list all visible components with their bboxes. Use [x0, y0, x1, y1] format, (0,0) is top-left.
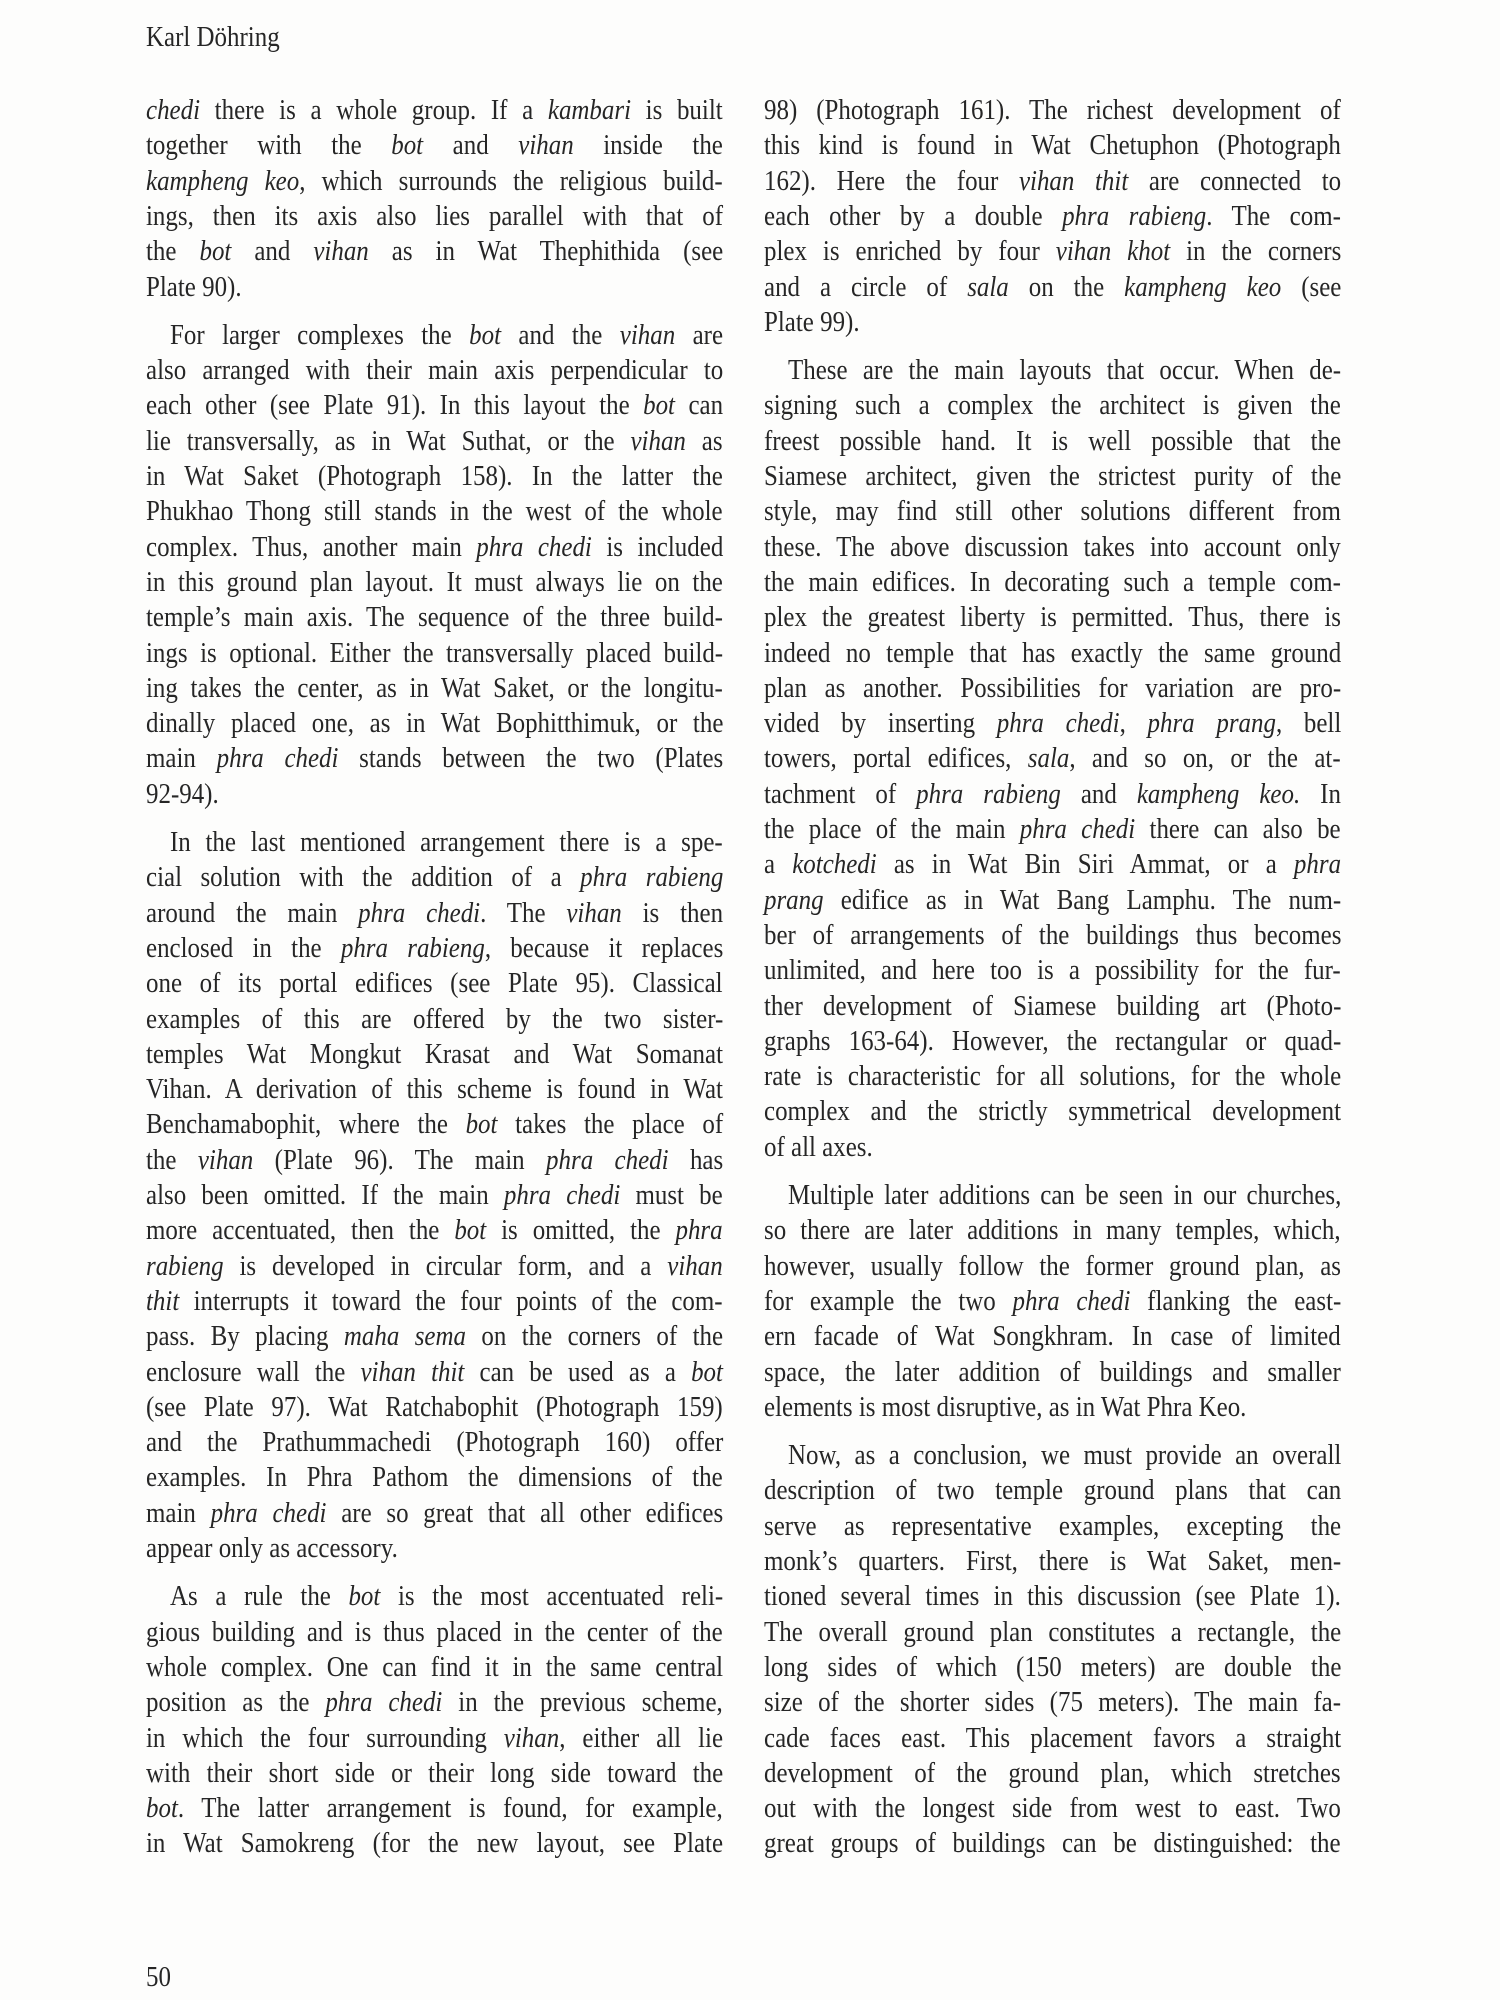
text-line	[146, 931, 817, 966]
text-run: main	[146, 742, 217, 775]
text-line	[146, 1002, 817, 1037]
text-line	[146, 199, 817, 234]
running-head-author: Karl Döhring	[146, 21, 280, 53]
text-run: are so great that all other edifices	[326, 1496, 724, 1529]
text-run: must be	[620, 1179, 723, 1211]
text-run: unlimited, and here too is a possibility for the fur-	[764, 954, 1341, 987]
text-run: flanking the east-	[1130, 1284, 1342, 1317]
text-run: The overall ground plan constitutes a rectangle, the	[764, 1615, 1342, 1648]
text-line	[764, 1615, 1435, 1650]
text-line	[764, 1826, 1434, 1861]
text-run: so there are later additions in many temples, which,	[764, 1214, 1341, 1247]
text-line	[146, 1390, 817, 1425]
text-line	[764, 388, 1435, 423]
text-run: 98) (Photograph 161). The richest development of	[764, 94, 1341, 126]
text-line	[146, 1615, 817, 1650]
text-run: there is a whole group. If a	[200, 94, 548, 126]
italic-term: phra rabieng	[916, 777, 1061, 810]
text-run: pass. By placing	[146, 1320, 344, 1353]
text-line	[764, 1024, 1435, 1059]
italic-term: vihan khot	[1055, 235, 1171, 268]
italic-term: kotchedi	[792, 848, 877, 881]
text-line	[764, 1355, 1435, 1390]
text-line	[146, 896, 817, 931]
text-line	[146, 1355, 817, 1390]
text-line	[146, 777, 231, 812]
text-run: in Wat Saket (Photograph 158). In the latter the	[146, 460, 723, 492]
text-line	[764, 164, 1435, 199]
text-run: serve as representative examples, excepting the	[764, 1509, 1342, 1542]
italic-term: bot	[643, 389, 675, 422]
italic-term: bot	[454, 1214, 487, 1247]
text-line	[146, 1791, 817, 1826]
italic-term: phra	[1293, 848, 1342, 881]
text-run: ing takes the center, as in Wat Saket, or the longitu-	[146, 671, 723, 704]
text-run: as in Wat Bin Siri Ammat, or a	[876, 848, 1294, 881]
text-run: great groups of buildings can be distinguished: the	[764, 1827, 1341, 1860]
text-line	[146, 1650, 817, 1685]
text-line	[764, 1544, 1435, 1579]
italic-term: vihan	[503, 1721, 560, 1754]
italic-term: sala	[967, 270, 1009, 303]
italic-term: vihan	[667, 1249, 723, 1282]
text-line	[146, 93, 817, 128]
text-run: interrupts it toward the four points of the com-	[179, 1284, 723, 1317]
text-line	[146, 860, 817, 895]
italic-term: bot	[348, 1580, 381, 1613]
text-run: one of its portal edifices (see Plate 95). Classical	[146, 967, 723, 1000]
text-run: these. The above discussion takes into account only	[764, 530, 1341, 563]
italic-term: maha sema	[343, 1320, 466, 1353]
text-run: Plate 99).	[764, 305, 860, 338]
text-line	[146, 1685, 817, 1720]
text-run: and	[231, 235, 314, 268]
text-run: there can also be	[1135, 813, 1341, 845]
text-line	[764, 671, 1435, 706]
italic-term: bot	[391, 129, 424, 162]
text-line	[764, 199, 1435, 234]
italic-term: bot	[469, 318, 502, 351]
text-run: plan as another. Possibilities for variation are pro-	[764, 671, 1342, 704]
text-line	[764, 1756, 1434, 1791]
text-run: is omitted, the	[486, 1214, 676, 1247]
text-line	[146, 164, 817, 199]
text-run: main	[146, 1496, 211, 1529]
text-line	[146, 671, 817, 706]
italic-term: phra rabieng	[340, 931, 485, 964]
italic-term: bot	[465, 1108, 498, 1141]
text-line	[146, 1284, 816, 1319]
italic-term: kampheng keo	[146, 164, 300, 197]
text-line	[764, 1579, 1435, 1614]
text-line	[764, 1650, 1435, 1685]
text-run: is built	[631, 94, 723, 126]
text-run: examples of this are offered by the two sister-	[146, 1002, 724, 1035]
text-line	[146, 1721, 817, 1756]
text-line	[146, 1460, 817, 1495]
text-line	[764, 565, 1435, 600]
text-line	[146, 1107, 817, 1142]
text-run: also been omitted. If the main	[146, 1179, 504, 1211]
text-run: For larger complexes the	[170, 318, 470, 351]
text-run: signing such a complex the architect is given the	[764, 389, 1341, 422]
text-line	[764, 305, 875, 340]
italic-term: phra prang	[1147, 707, 1276, 740]
text-run: As a rule the	[170, 1580, 349, 1613]
text-line	[764, 1721, 1435, 1756]
text-run: as	[685, 424, 723, 457]
text-run: In the last mentioned arrangement there is a spe-	[170, 826, 723, 858]
text-run: Benchamabophit, where the	[146, 1108, 466, 1141]
text-line	[146, 530, 817, 565]
italic-term: phra chedi	[503, 1179, 621, 1211]
text-run: tioned several times in this discussion (see Plate 1).	[764, 1580, 1341, 1613]
text-line	[764, 424, 1435, 459]
text-run: ber of arrangements of the buildings thus becomes	[764, 918, 1342, 951]
text-line	[146, 1531, 439, 1566]
text-run: In	[1300, 777, 1341, 810]
text-line	[764, 706, 1435, 741]
text-run: is the most accentuated reli-	[380, 1580, 724, 1613]
text-run: is developed in circular form, and a	[223, 1249, 668, 1282]
text-run: ,	[1119, 707, 1148, 740]
text-run: the	[146, 235, 200, 268]
text-line	[146, 706, 817, 741]
text-run: examples. In Phra Pathom the dimensions of the	[146, 1461, 723, 1494]
text-line	[764, 93, 1435, 128]
text-line	[146, 600, 817, 635]
text-run: edifice as in Wat Bang Lamphu. The num-	[823, 883, 1342, 916]
italic-term: prang	[764, 883, 824, 916]
text-run: elements is most disruptive, as in Wat Phra Keo.	[764, 1390, 1247, 1423]
text-run: graphs 163-64). However, the rectangular or quad-	[764, 1024, 1342, 1057]
text-line	[146, 1826, 817, 1861]
text-run: for example the two	[764, 1284, 1013, 1317]
text-run: also arranged with their main axis perpendicular to	[146, 354, 724, 387]
text-run: cade faces east. This placement favors a straight	[764, 1721, 1342, 1754]
text-run: monk’s quarters. First, there is Wat Saket, men-	[764, 1545, 1342, 1577]
text-run: the	[146, 1143, 198, 1176]
italic-term: phra chedi	[1012, 1284, 1131, 1317]
text-run: cial solution with the addition of a	[146, 861, 581, 894]
text-run: each other by a double	[764, 199, 1063, 232]
italic-term: phra rabieng	[580, 861, 724, 894]
text-line	[146, 1319, 817, 1354]
text-run: the place of the main	[764, 813, 1020, 845]
text-line	[764, 918, 1435, 953]
text-run: plex is enriched by four	[764, 235, 1056, 268]
text-run: gious building and is thus placed in the center of the	[146, 1615, 723, 1648]
text-line	[764, 1685, 1435, 1720]
italic-term: vihan thit	[360, 1355, 465, 1388]
italic-term: phra chedi	[210, 1496, 327, 1529]
text-run: temple’s main axis. The sequence of the three build-	[146, 601, 723, 634]
text-run: style, may find still other solutions different from	[764, 495, 1341, 528]
text-run: temples Wat Mongkut Krasat and Wat Somanat	[146, 1037, 724, 1070]
text-run: enclosure wall the	[146, 1355, 361, 1388]
page-number: 50	[146, 1961, 171, 1993]
text-line	[764, 953, 1435, 988]
text-line	[146, 353, 817, 388]
text-run: 92-94).	[146, 777, 219, 810]
italic-term: kampheng keo	[1124, 270, 1282, 303]
text-line	[146, 270, 257, 305]
text-line	[764, 1791, 1435, 1826]
text-line	[146, 636, 817, 671]
italic-term: kambari	[547, 94, 632, 126]
text-run: are	[675, 318, 724, 351]
italic-term: phra chedi	[358, 896, 481, 929]
text-run: on the	[1008, 270, 1125, 303]
text-line	[146, 1249, 817, 1284]
text-line	[170, 318, 813, 353]
text-line	[764, 270, 1435, 305]
text-line	[764, 777, 1435, 812]
text-line	[170, 1579, 813, 1614]
text-line	[764, 1284, 1435, 1319]
text-line	[764, 1094, 1435, 1129]
text-line	[764, 530, 1435, 565]
text-run: and the	[501, 318, 620, 351]
italic-term: phra chedi	[1019, 813, 1136, 845]
text-line	[764, 741, 1435, 776]
text-run: (Plate 96). The main	[253, 1143, 547, 1176]
text-run: appear only as accessory.	[146, 1532, 398, 1564]
text-run: Vihan. A derivation of this scheme is found in Wat	[146, 1073, 723, 1106]
text-run: in which the four surrounding	[146, 1721, 504, 1754]
italic-term: vihan thit	[1018, 164, 1129, 197]
text-run: Now, as a conclusion, we must provide an overall	[788, 1439, 1342, 1472]
text-run: and	[423, 129, 519, 162]
text-line	[764, 1509, 1435, 1544]
text-run: in Wat Samokreng (for the new layout, see Plate	[146, 1827, 724, 1860]
text-run: , either all lie	[559, 1721, 724, 1754]
text-run: can be used as a	[464, 1355, 692, 1388]
italic-term: thit	[146, 1284, 180, 1317]
italic-term: phra chedi	[325, 1686, 443, 1719]
text-run: tachment of	[764, 777, 917, 810]
text-run: are connected to	[1128, 164, 1342, 197]
text-run: of all axes.	[764, 1130, 873, 1163]
text-run: . The	[480, 896, 567, 929]
text-run: complex and the strictly symmetrical development	[764, 1095, 1342, 1128]
italic-term: vihan	[197, 1143, 254, 1176]
text-run: Phukhao Thong still stands in the west of the whole	[146, 495, 723, 528]
text-run: this kind is found in Wat Chetuphon (Photograph	[764, 129, 1341, 162]
text-line	[146, 741, 817, 776]
italic-term: bot	[691, 1355, 723, 1388]
text-run: 162). Here the four	[764, 164, 1019, 197]
text-run: description of two temple ground plans that can	[764, 1474, 1342, 1507]
italic-term: rabieng	[146, 1249, 224, 1282]
text-line	[146, 424, 816, 459]
text-run: more accentuated, then the	[146, 1214, 455, 1247]
text-run: . The com-	[1206, 199, 1341, 232]
text-line	[146, 1756, 817, 1791]
text-run: Plate 90).	[146, 270, 242, 303]
text-line	[146, 1143, 817, 1178]
text-run: Siamese architect, given the strictest purity of the	[764, 460, 1342, 492]
text-line	[764, 883, 1435, 918]
text-line	[764, 1473, 1435, 1508]
text-line	[764, 494, 1435, 529]
text-line	[764, 1130, 890, 1165]
text-run: inside the	[573, 129, 723, 162]
text-line	[764, 636, 1435, 671]
text-run: development of the ground plan, which stretches	[764, 1756, 1341, 1789]
text-run: long sides of which (150 meters) are double the	[764, 1650, 1342, 1683]
text-run: can	[674, 389, 724, 422]
text-line	[146, 234, 817, 269]
text-line	[764, 1319, 1435, 1354]
text-run: , because it replaces	[484, 931, 724, 964]
text-run: on the corners of the	[465, 1320, 724, 1353]
text-run: position as the	[146, 1686, 326, 1719]
text-run: is then	[621, 896, 724, 929]
italic-term: vihan	[518, 129, 574, 162]
text-run: stands between the two (Plates	[338, 742, 724, 775]
text-line	[764, 1249, 1435, 1284]
italic-term: sala	[1027, 742, 1070, 775]
text-run: ings, then its axis also lies parallel with that of	[146, 199, 724, 232]
text-run: plex the greatest liberty is permitted. Thus, there is	[764, 601, 1341, 634]
text-line	[764, 812, 1434, 847]
text-run: These are the main layouts that occur. When de-	[788, 354, 1342, 387]
italic-term: vihan	[566, 896, 622, 929]
text-line	[146, 388, 817, 423]
text-line	[764, 847, 1435, 882]
italic-term: vihan	[630, 424, 686, 457]
italic-term: chedi	[146, 94, 201, 126]
text-run: ings is optional. Either the transversally placed build-	[146, 636, 724, 669]
italic-term: phra rabieng	[1062, 199, 1207, 232]
text-run: has	[668, 1143, 724, 1176]
text-run: rate is characteristic for all solutions, for the whole	[764, 1060, 1342, 1093]
text-line	[146, 1072, 817, 1107]
text-run: freest possible hand. It is well possible that the	[764, 424, 1342, 457]
text-line	[764, 600, 1435, 635]
text-line	[146, 1037, 817, 1072]
text-line	[764, 234, 1435, 269]
text-run: with their short side or their long side toward the	[146, 1756, 724, 1789]
text-run: , and so on, or the at-	[1069, 742, 1341, 775]
text-run: the main edifices. In decorating such a temple com-	[764, 565, 1341, 598]
text-line	[764, 989, 1435, 1024]
italic-term: bot	[146, 1792, 178, 1825]
text-line	[146, 966, 816, 1001]
text-run: together with the	[146, 129, 392, 162]
text-line	[764, 128, 1435, 163]
text-run: . The latter arrangement is found, for example,	[177, 1792, 723, 1825]
text-line	[146, 494, 817, 529]
text-run: (see Plate 97). Wat Ratchabophit (Photograph 159)	[146, 1390, 723, 1423]
text-run: around the main	[146, 896, 359, 929]
text-run: takes the place of	[497, 1108, 724, 1141]
text-line	[146, 1496, 817, 1531]
italic-term: phra	[675, 1214, 723, 1247]
text-run: size of the shorter sides (75 meters). The main fa-	[764, 1686, 1342, 1719]
text-line	[146, 1425, 817, 1460]
italic-term: bot	[199, 235, 232, 268]
text-run: is included	[591, 530, 724, 563]
text-run: a	[764, 848, 793, 881]
text-run: and the Prathummachedi (Photograph 160) offer	[146, 1426, 724, 1459]
italic-term: vihan	[619, 318, 676, 351]
text-run: , which surrounds the religious build-	[299, 164, 723, 197]
text-line	[146, 1178, 817, 1213]
text-line	[146, 459, 817, 494]
text-run: ern facade of Wat Songkhram. In case of limited	[764, 1320, 1341, 1353]
italic-term: phra chedi	[996, 707, 1120, 740]
text-line	[146, 128, 817, 163]
italic-term: phra chedi	[476, 530, 592, 563]
text-run: and	[1060, 777, 1137, 810]
text-line	[764, 1213, 1434, 1248]
text-run: enclosed in the	[146, 931, 341, 964]
italic-term: kampheng keo.	[1136, 777, 1301, 810]
text-line	[788, 1178, 1431, 1213]
text-run: in the corners	[1170, 235, 1342, 268]
text-run: ther development of Siamese building art (Photo-	[764, 989, 1342, 1022]
text-run: (see	[1281, 270, 1342, 303]
text-run: space, the later addition of buildings and smaller	[764, 1355, 1341, 1388]
text-run: dinally placed one, as in Wat Bophitthimuk, or the	[146, 707, 724, 740]
italic-term: phra chedi	[216, 742, 339, 775]
text-run: as in Wat Thephithida (see	[368, 235, 724, 268]
text-run: Multiple later additions can be seen in our churches,	[788, 1179, 1342, 1211]
text-line	[788, 353, 1431, 388]
text-line	[764, 1390, 1325, 1425]
text-run: towers, portal edifices,	[764, 742, 1028, 775]
text-run: however, usually follow the former ground plan, as	[764, 1249, 1341, 1282]
text-line	[764, 459, 1435, 494]
text-run: and a circle of	[764, 270, 968, 303]
text-line	[764, 1059, 1435, 1094]
text-run: in the previous scheme,	[442, 1686, 723, 1719]
text-line	[146, 565, 817, 600]
text-run: out with the longest side from west to east. Two	[764, 1792, 1341, 1825]
text-run: , bell	[1275, 707, 1342, 740]
italic-term: vihan	[313, 235, 369, 268]
text-run: indeed no temple that has exactly the same ground	[764, 636, 1342, 669]
text-run: complex. Thus, another main	[146, 530, 477, 563]
text-run: each other (see Plate 91). In this layout the	[146, 389, 644, 422]
text-line	[170, 825, 813, 860]
text-run: vided by inserting	[764, 707, 997, 740]
text-line	[146, 1213, 816, 1248]
text-run: lie transversally, as in Wat Suthat, or the	[146, 424, 631, 457]
text-run: whole complex. One can find it in the same central	[146, 1650, 724, 1683]
text-line	[788, 1438, 1431, 1473]
italic-term: phra chedi	[546, 1143, 669, 1176]
text-run: in this ground plan layout. It must always lie on the	[146, 565, 723, 598]
